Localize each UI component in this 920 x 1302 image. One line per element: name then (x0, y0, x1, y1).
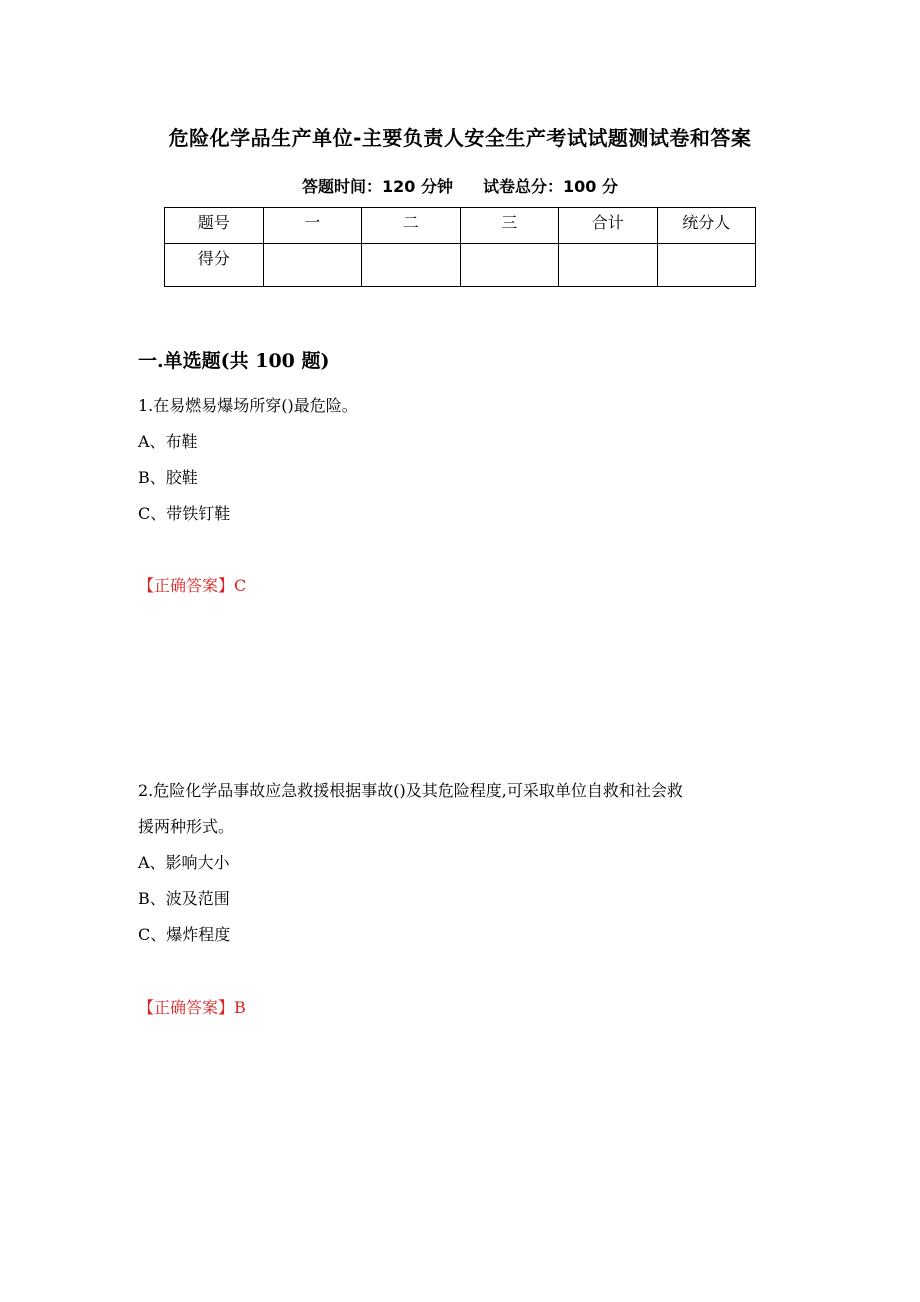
score-table (164, 207, 756, 287)
document-title: 危险化学品生产单位-主要负责人安全生产考试试题测试卷和答案 (168, 126, 752, 150)
score-row-label: 得分 (165, 244, 264, 287)
score-cell (559, 244, 658, 287)
header-cell-grader: 统分人 (657, 208, 756, 244)
question-1-answer: 【正确答案】C (138, 576, 247, 595)
header-cell-part1: 一 (263, 208, 362, 244)
score-cell (657, 244, 756, 287)
question-2-option-a: A、影响大小 (138, 853, 230, 872)
question-1-stem: 1.在易燃易爆场所穿()最危险。 (138, 396, 358, 415)
score-cell (362, 244, 461, 287)
question-1-option-c: C、带铁钉鞋 (138, 504, 231, 523)
question-1-option-a: A、布鞋 (138, 432, 198, 451)
question-2-option-c: C、爆炸程度 (138, 925, 231, 944)
question-2-stem-line2: 援两种形式。 (138, 817, 235, 836)
question-2-option-b: B、波及范围 (138, 889, 230, 908)
question-2-stem-line1: 2.危险化学品事故应急救援根据事故()及其危险程度,可采取单位自救和社会救 (138, 781, 683, 800)
header-cell-part3: 三 (460, 208, 559, 244)
time-limit-label: 答题时间：120 分钟 (302, 177, 453, 196)
score-cell (460, 244, 559, 287)
header-cell-total: 合计 (559, 208, 658, 244)
score-cell (263, 244, 362, 287)
question-2-answer: 【正确答案】B (138, 998, 246, 1017)
score-table-score-row (165, 244, 756, 287)
header-cell-number: 题号 (165, 208, 264, 244)
question-1-option-b: B、胶鞋 (138, 468, 198, 487)
total-score-label: 试卷总分：100 分 (483, 177, 618, 196)
score-table-header-row (165, 208, 756, 244)
header-cell-part2: 二 (362, 208, 461, 244)
section-heading: 一.单选题(共 100 题) (138, 350, 330, 372)
exam-meta (0, 174, 920, 197)
